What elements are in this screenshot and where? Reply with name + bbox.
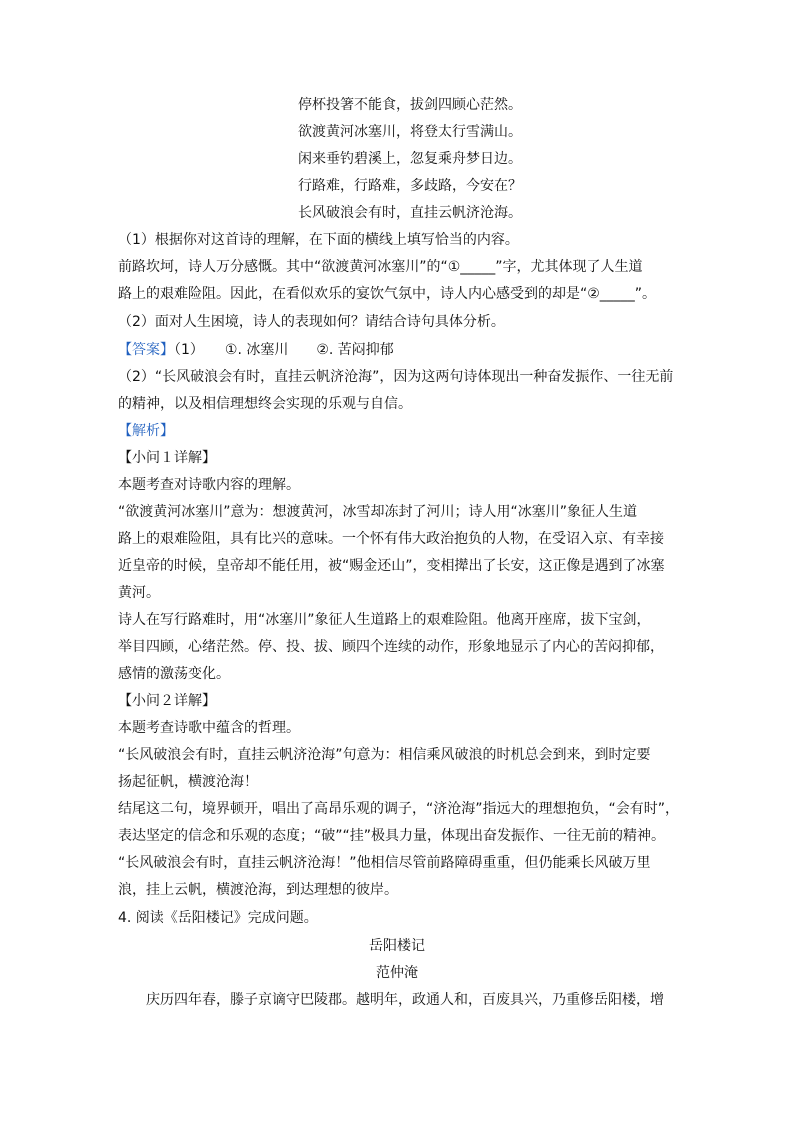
question-1-body: 前路坎坷，诗人万分感慨。其中“欲渡黄河冰塞川”的“①_____”字，尤其体现了人生道: [118, 259, 643, 275]
analysis-line: “欲渡黄河冰塞川”意为：想渡黄河，冰雪却冻封了河川；诗人用“冰塞川”象征人生道: [118, 504, 638, 520]
analysis-line: 结尾这二句，境界顿开，唱出了高昂乐观的调子，“济沧海”指远大的理想抱负，“会有时”，: [118, 801, 680, 817]
analysis-line: 路上的艰难险阻，具有比兴的意味。一个怀有伟大政治抱负的人物，在受诏入京、有幸接: [118, 531, 664, 547]
answer-line: （2）“长风破浪会有时，直挂云帆济沧海”，因为这两句诗体现出一种奋发振作、一往无前: [118, 369, 674, 385]
poem-line: 欲渡黄河冰塞川，将登太行雪满山。: [298, 124, 522, 140]
answer-text: （1） ①. 冰塞川 ②. 苦闷抑郁: [174, 342, 394, 358]
answer-line: [118, 340, 394, 360]
analysis-line: 本题考查诗歌中蕴含的哲理。: [118, 720, 300, 736]
essay-text-line: 庆历四年春，滕子京谪守巴陵郡。越明年，政通人和，百废具兴，乃重修岳阳楼，增: [146, 992, 664, 1008]
analysis-line: 扬起征帆，横渡沧海！: [118, 774, 258, 790]
question-2: （2）面对人生困境，诗人的表现如何？请结合诗句具体分析。: [118, 314, 505, 330]
analysis-line: 诗人在写行路难时，用“冰塞川”象征人生道路上的艰难险阻。他离开座席，拔下宝剑，: [118, 612, 651, 628]
answer-tag: 【答案】: [118, 342, 174, 358]
poem-line: 闲来垂钓碧溪上，忽复乘舟梦日边。: [298, 151, 522, 167]
subquestion-2-heading: 【小问２详解】: [118, 693, 216, 709]
question-1: （1）根据你对这首诗的理解，在下面的横线上填写恰当的内容。: [118, 232, 519, 248]
question-1-body: 路上的艰难险阻。因此，在看似欢乐的宴饮气氛中，诗人内心感受到的却是“②_____”。: [118, 286, 657, 302]
analysis-line: 举目四顾，心绪茫然。停、投、拔、顾四个连续的动作，形象地显示了内心的苦闷抑郁，: [118, 639, 664, 655]
analysis-line: 浪，挂上云帆，横渡沧海，到达理想的彼岸。: [118, 882, 398, 898]
poem-line: 行路难，行路难，多歧路，今安在？: [298, 178, 522, 194]
essay-title: 岳阳楼记: [369, 938, 425, 954]
subquestion-1-heading: 【小问１详解】: [118, 450, 216, 466]
analysis-line: 黄河。: [118, 585, 160, 601]
essay-author: 范仲淹: [376, 965, 418, 981]
analysis-line: 近皇帝的时候，皇帝却不能任用，被“赐金还山”，变相撵出了长安，这正像是遇到了冰塞: [118, 558, 665, 574]
analysis-tag: 【解析】: [118, 423, 174, 439]
question-4: 4. 阅读《岳阳楼记》完成问题。: [118, 910, 318, 926]
poem-line: 停杯投箸不能食，拔剑四顾心茫然。: [298, 97, 522, 113]
answer-line: 的精神，以及相信理想终会实现的乐观与自信。: [118, 396, 412, 412]
poem-line: 长风破浪会有时，直挂云帆济沧海。: [298, 205, 522, 221]
analysis-line: “长风破浪会有时，直挂云帆济沧海！”他相信尽管前路障碍重重，但仍能乘长风破万里: [118, 855, 651, 871]
analysis-line: “长风破浪会有时，直挂云帆济沧海”句意为：相信乘风破浪的时机总会到来，到时定要: [118, 747, 651, 763]
analysis-line: 感情的激荡变化。: [118, 666, 230, 682]
analysis-line: 本题考查对诗歌内容的理解。: [118, 477, 300, 493]
analysis-line: 表达坚定的信念和乐观的态度；“破”“挂”极具力量，体现出奋发振作、一往无前的精神。: [118, 828, 666, 844]
